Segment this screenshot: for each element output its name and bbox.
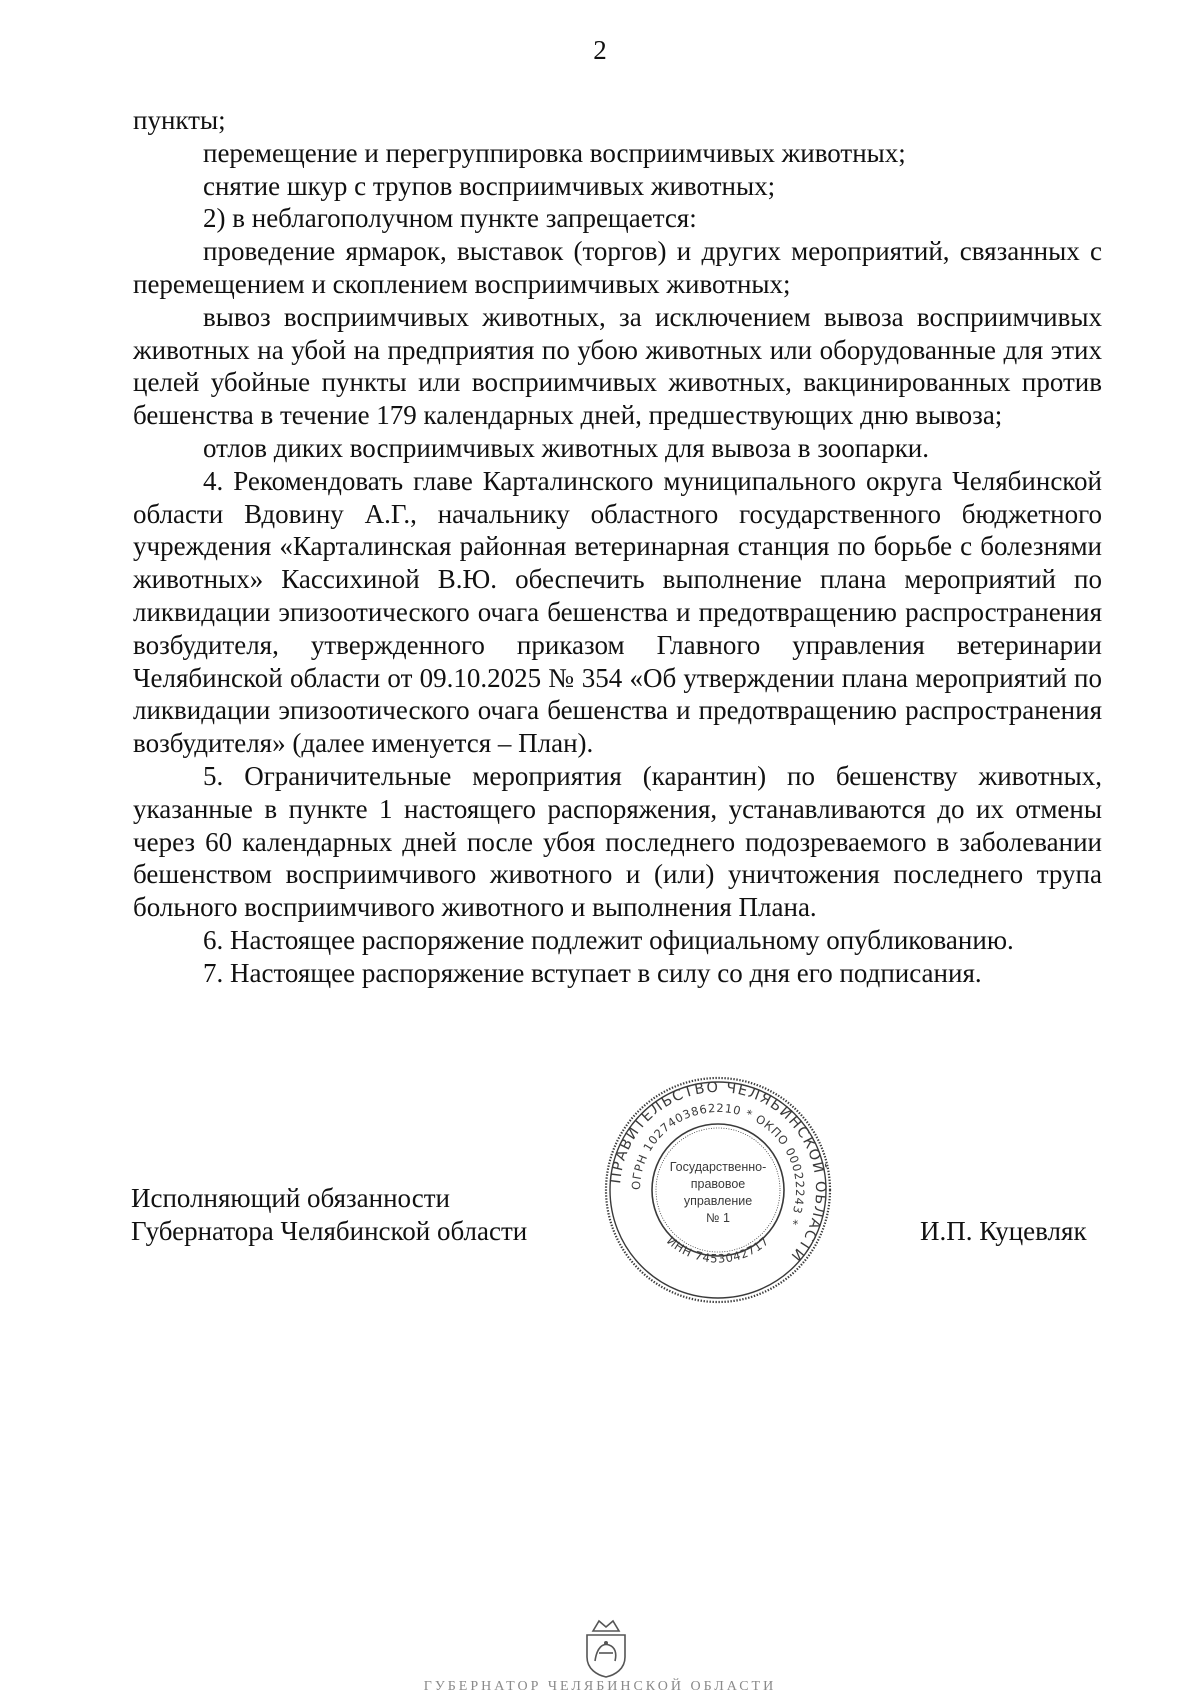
paragraph: 6. Настоящее распоряжение подлежит официальному опубликованию. <box>203 924 1014 955</box>
paragraph: перемещение и перегруппировка восприимчивых животных; <box>203 137 906 168</box>
paragraph: 4. Рекомендовать главе Карталинского муниципального округа Челябинской области Вдовину А.Г., начальнику областного государственного бюджетного учреждения «Карталинская районная ветеринарная станция по борьбе с болезнями животных» Кассихиной В.Ю. обеспечить выполнение плана мероприятий по ликвидации эпизоотического очага бешенства и предотвращению распространения возбудителя, утвержденного приказом Главного управления ветеринарии Челябинской области от 09.10.2025 № 354 «Об утверждении плана мероприятий по ликвидации эпизоотического очага бешенства и предотвращению распространения возбудителя» (далее именуется – План). <box>133 465 1102 759</box>
paragraph: 2) в неблагополучном пункте запрещается: <box>203 203 697 234</box>
paragraph: 7. Настоящее распоряжение вступает в силу со дня его подписания. <box>203 957 982 988</box>
paragraph: 5. Ограничительные мероприятия (карантин) по бешенству животных, указанные в пункте 1 настоящего распоряжения, устанавливаются до их отмены через 60 календарных дней после убоя последнего подозреваемого в заболевании бешенством восприимчивого животного и (или) уничтожения последнего трупа больного восприимчивого животного и выполнения Плана. <box>133 760 1102 923</box>
official-stamp <box>603 1075 833 1305</box>
stamp-bottom-text: ИНН 7453042717 <box>664 1233 772 1266</box>
coat-of-arms-icon <box>579 1617 633 1679</box>
signatory-name: И.П. Куцевляк <box>920 1216 1087 1246</box>
stamp-center-line: правовое <box>690 1177 746 1191</box>
footer-letterhead: ГУБЕРНАТОР ЧЕЛЯБИНСКОЙ ОБЛАСТИ <box>423 1679 777 1694</box>
stamp-center-line: № 1 <box>706 1211 730 1225</box>
signatory-title-line: Исполняющий обязанности <box>131 1183 450 1213</box>
svg-text:ИНН 7453042717 <box>664 1234 772 1266</box>
paragraph: пункты; <box>133 105 226 135</box>
page-number: 2 <box>593 35 607 65</box>
stamp-inner-text: ОГРН 1027403862210 * ОКПО 00022243 * <box>628 1100 808 1228</box>
stamp-outer-text: ПРАВИТЕЛЬСТВО ЧЕЛЯБИНСКОЙ ОБЛАСТИ <box>608 1079 829 1265</box>
signatory-title <box>131 1182 527 1248</box>
paragraph: вывоз восприимчивых животных, за исключением вывоза восприимчивых животных на убой на предприятия по убою животных или оборудованные для этих целей убойные пункты или восприимчивых животных, вакцинированных против бешенства в течение 179 календарных дней, предшествующих дню вывоза; <box>133 301 1102 431</box>
signatory-title-line: Губернатора Челябинской области <box>131 1216 528 1246</box>
document-body <box>133 104 1102 990</box>
stamp-center-line: Государственно- <box>669 1160 767 1174</box>
paragraph: отлов диких восприимчивых животных для вывоза в зоопарки. <box>203 432 930 463</box>
paragraph: проведение ярмарок, выставок (торгов) и других мероприятий, связанных с перемещением и скоплением восприимчивых животных; <box>133 236 1102 299</box>
stamp-center-line: управление <box>683 1194 753 1208</box>
paragraph: снятие шкур с трупов восприимчивых животных; <box>203 170 776 201</box>
